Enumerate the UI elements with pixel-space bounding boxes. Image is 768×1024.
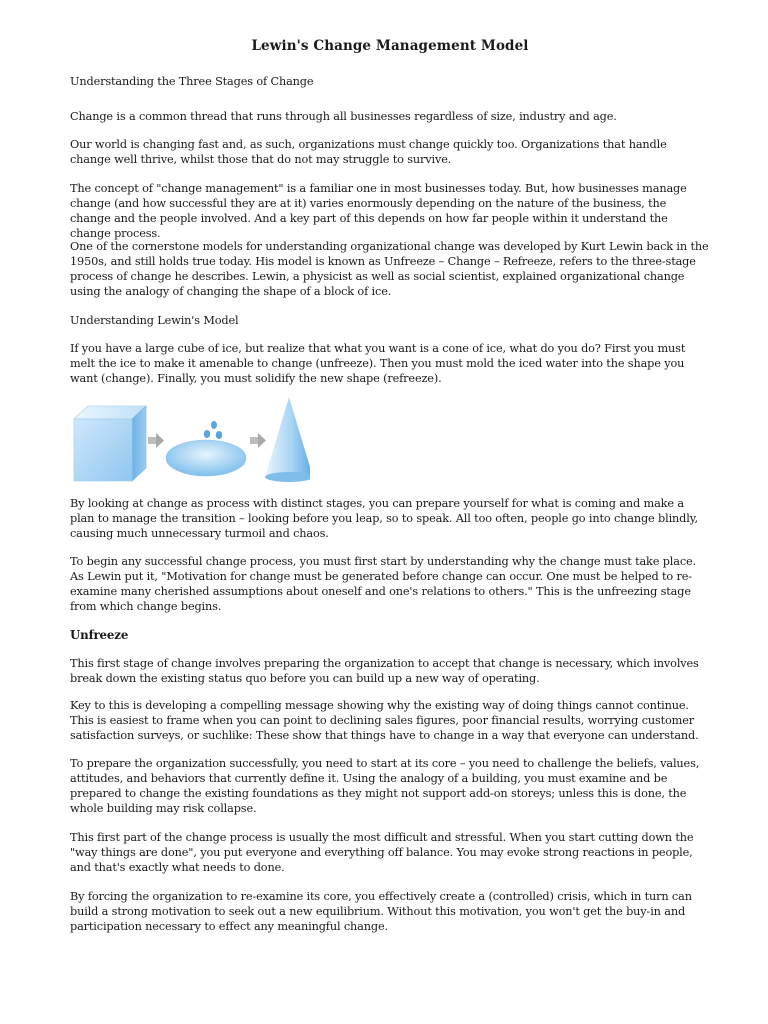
ice-cube-icon [74, 406, 146, 481]
melted-ice-icon [166, 421, 246, 476]
paragraph-distinct-stages: By looking at change as process with distinct stages, you can prepare yourself for what is coming and make a plan to manage the transition – looking before you leap, so to speak. All too often, people go into change blindly, causing much unnecessary turmoil and chaos. [70, 497, 698, 540]
subtitle-heading: Understanding the Three Stages of Change [70, 75, 314, 88]
paragraph-ice-cube: If you have a large cube of ice, but realize that what you want is a cone of ice, what do you do? First you must melt the ice to make it amenable to change (unfreeze). Then you must mold the iced water into the shape you want (change). Finally, you must solidify the new shape (refreeze). [70, 342, 686, 385]
paragraph-concept: The concept of "change management" is a familiar one in most businesses today. But, how businesses manage change (and how successful they are at it) varies enormously depending on the nature of the business, the change and the people involved. And a key part of this depends on how far people within it understand the change process. [70, 182, 687, 240]
paragraph-cornerstone: One of the cornerstone models for understanding organizational change was developed by Kurt Lewin back in the 1950s, and still holds true today. His model is known as Unfreeze – Change – Refreeze, refers to the three-stage process of change he describes. Lewin, a physicist as well as social scientist, explained organizational change using the analogy of changing the shape of a block of ice. [70, 240, 709, 298]
paragraph-controlled-crisis: By forcing the organization to re-examine its core, you effectively create a (controlled) crisis, which in turn can build a strong motivation to seek out a new equilibrium. Without this motivation, you won't get the buy-in and participation necessary to effect any meaningful change. [70, 890, 692, 933]
paragraph-world-changing: Our world is changing fast and, as such, organizations must change quickly too. Organizations that handle change well thrive, whilst those that do not may struggle to survive. [70, 138, 667, 166]
paragraph-prepare-organization: To prepare the organization successfully, you need to start at its core – you need to challenge the beliefs, values, attitudes, and behaviors that currently define it. Using the analogy of a building, you must examine and be prepared to change the existing foundations as they might not support add-on storeys; unless this is done, the whole building may risk collapse. [70, 757, 700, 815]
paragraph-intro: Change is a common thread that runs through all businesses regardless of size, industry and age. [70, 110, 617, 123]
section-heading-unfreeze: Unfreeze [70, 628, 129, 642]
paragraph-first-stage: This first stage of change involves preparing the organization to accept that change is necessary, which involves break down the existing status quo before you can build up a new way of operating. [70, 657, 699, 685]
paragraph-difficult-stressful: This first part of the change process is usually the most difficult and stressful. When you start cutting down the "way things are done", you put everyone and everything off balance. You may evoke strong reactions in people, and that's exactly what needs to done. [70, 831, 694, 874]
paragraph-begin-change: To begin any successful change process, you must first start by understanding why the change must take place. As Lewin put it, "Motivation for change must be generated before change can occur. One must be helped to re-examine many cherished assumptions about oneself and one's relations to others." This is the unfreezing stage from which change begins. [70, 555, 697, 613]
ice-transformation-figure [70, 395, 310, 485]
paragraph-compelling-message: Key to this is developing a compelling message showing why the existing way of doing things cannot continue. This is easiest to frame when you can point to declining sales figures, poor financial results, worrying customer satisfaction surveys, or suchlike: These show that things have to change in a way that everyone can understand. [70, 699, 699, 742]
document-title: Lewin's Change Management Model [251, 38, 529, 54]
arrow-right-icon [250, 433, 266, 448]
arrow-right-icon [148, 433, 164, 448]
ice-cone-icon [265, 397, 310, 482]
section-heading-lewins-model: Understanding Lewin's Model [70, 314, 239, 327]
